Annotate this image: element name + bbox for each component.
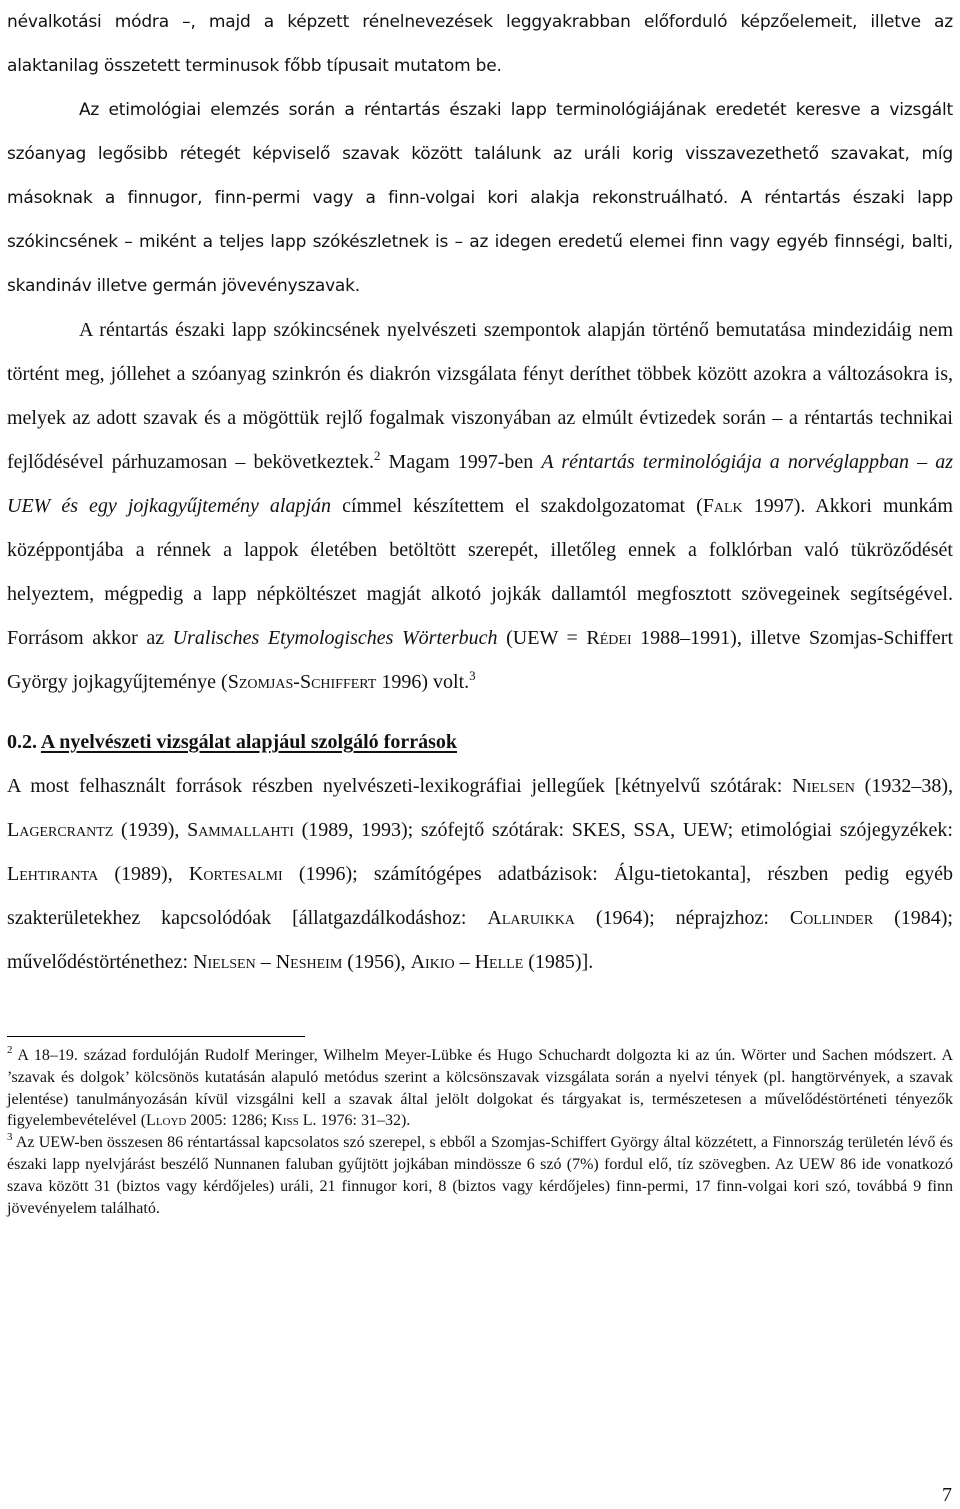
- author-name: Kiss: [271, 1112, 299, 1130]
- paragraph-text: (1964); néprajzhoz:: [574, 907, 790, 929]
- author-name: Lehtiranta: [7, 863, 99, 885]
- footnote-reference[interactable]: 2: [373, 448, 381, 463]
- paragraph-text: (1939),: [113, 819, 188, 841]
- paragraph-text: 1988–1991), illetve Szomjas-Schiffert György jojkagyűjteménye (: [7, 627, 954, 693]
- paragraph-intro-continuation: [7, 0, 953, 88]
- paragraph-text: (1989, 1993); szófejtő szótárak: SKES, SSA, UEW; etimológiai szójegyzékek:: [293, 819, 953, 841]
- paragraph-text: (1932–38),: [854, 775, 953, 797]
- author-name: Rédei: [586, 627, 632, 649]
- footnote-marker: 3: [7, 1131, 13, 1144]
- author-name: Helle: [474, 951, 524, 973]
- document-page: [7, 0, 953, 1219]
- paragraph-text: (1996); számítógépes adatbázisok: Álgu-tietokanta], részben pedig egyéb szakterületekhez kapcsolódóak [állatgazdálkodáshoz:: [7, 863, 953, 929]
- author-name: Lloyd: [146, 1112, 187, 1130]
- footnote-2: [7, 1045, 953, 1132]
- paragraph-text: Az etimológiai elemzés során a réntartás északi lapp terminológiájának eredetét keresve a vizsgált szóanyag legősibb rétegét képviselő szavak között találunk az uráli korig visszavezethető szavakat, míg másoknak a finnugor, finn-permi vagy a finn-volgai kori alakja rekonstruálható.: [7, 100, 953, 208]
- paragraph-text: (1989),: [98, 863, 189, 885]
- paragraph-text: –: [454, 951, 475, 973]
- paragraph-text: 1996) volt.: [376, 671, 470, 693]
- paragraph-text: (UEW =: [497, 627, 587, 649]
- footnote-text: Az UEW-ben összesen 86 réntartással kapcsolatos szó szerepel, s ebből a Szomjas-Schiffert György által közzétett, a Finnország területén lévő és északi lapp nyelvjárást beszélő Nunnanen faluban gyűjtött jojkában mindössze 6 szó (7%) fordul elő, tíz szövegben. Az UEW 86 ide vonatkozó szava között 31 (biztos vagy kérdőjeles) uráli, 21 finnugor kori, 8 (biztos vagy kérdőjeles) finn-permi, 17 finn-volgai kori szó, továbbá 9 finn jövevényelem található.: [7, 1134, 953, 1217]
- page-number: 7: [942, 1484, 952, 1506]
- paragraph-text: 1997). Akkori munkám középpontjába a rénnek a lappok életében betöltött szerepét, illetőleg ennek a folklórban való tükröződését helyeztem, mégpedig a lapp népköltészet magját alkotó jojkák dallamtól megfosztott szövegeinek segítségével. Forrásom akkor az: [7, 495, 953, 649]
- paragraph-text: címmel készítettem el szakdolgozatomat (: [331, 495, 703, 517]
- paragraph-text: (1956),: [342, 951, 411, 973]
- paragraph-text: névalkotási módra –, majd a képzett rénelnevezések leggyakrabban előforduló képzőelemeit, illetve az alaktanilag összetett terminusok főbb típusait mutatom be.: [7, 12, 953, 76]
- section-number: 0.2.: [7, 731, 37, 753]
- author-name: Nielsen: [792, 775, 855, 797]
- paragraph-etymology: [7, 88, 953, 308]
- paragraph-text: (1984); művelődéstörténethez:: [7, 907, 953, 973]
- section-heading: [7, 720, 953, 764]
- author-name: Nielsen: [193, 951, 256, 973]
- footnote-text: A 18–19. század fordulóján Rudolf Meringer, Wilhelm Meyer-Lübke és Hugo Schuchardt dolgozta ki az ún. Wörter und Sachen módszert. A ’szavak és dolgok’ kölcsönös kutatásán alapuló metódus szerint a kölcsönszavak vizsgálata során a nyelvi tények (pl. hangtörvények, a szavak jelentése) tanulmányozásán kívül vizsgálni kell a szavak által jelölt dolgokat és tárgyakat is, természetesen a művelődéstörténeti tényezők figyelembevételével (: [7, 1047, 953, 1130]
- footnote-text: L. 1976: 31–32).: [298, 1112, 411, 1130]
- author-name: Lagercrantz: [7, 819, 114, 841]
- dictionary-title: Uralisches Etymologisches Wörterbuch: [172, 627, 498, 649]
- footnote-separator: [7, 1036, 305, 1037]
- author-name: Falk: [702, 495, 743, 517]
- author-name: Nesheim: [275, 951, 343, 973]
- footnote-marker: 2: [7, 1044, 13, 1056]
- author-name: Szomjas-Schiffert: [227, 671, 377, 693]
- paragraph-text: A most felhasznált források részben nyelvészeti-lexikográfiai jellegűek [kétnyelvű szótárak:: [7, 775, 793, 797]
- footnote-3: [7, 1132, 953, 1219]
- author-name: Aikio: [410, 951, 455, 973]
- thesis-title: A réntartás terminológiája a norvéglappban – az UEW és egy jojkagyűjtemény alapján: [7, 451, 953, 517]
- footnote-reference[interactable]: 3: [469, 668, 476, 683]
- author-name: Sammallahti: [187, 819, 294, 841]
- paragraph-text: –: [255, 951, 276, 973]
- section-title: A nyelvészeti vizsgálat alapjául szolgáló források: [40, 731, 457, 753]
- author-name: Collinder: [789, 907, 874, 929]
- author-name: Alaruikka: [487, 907, 575, 929]
- paragraph-text: A réntartás északi lapp szókincsének – miként a teljes lapp szókészletnek is – az idegen eredetű elemei finn vagy egyéb finnségi, balti, skandináv illetve germán jövevényszavak.: [7, 188, 953, 296]
- paragraph-text: Magam 1997-ben: [380, 451, 542, 473]
- paragraph-research-history: [7, 308, 953, 704]
- footnote-text: 2005: 1286;: [186, 1112, 272, 1130]
- paragraph-sources: [7, 764, 953, 984]
- author-name: Kortesalmi: [188, 863, 283, 885]
- paragraph-text: A réntartás északi lapp szókincsének nyelvészeti szempontok alapján történő bemutatása mindezidáig nem történt meg, jóllehet a szóanyag szinkrón és diakrón vizsgálata fényt deríthet többek között azokra a változásokra is, melyek az adott szavak és a mögöttük rejlő fogalmak viszonyában az elmúlt évtizedek során – a réntartás technikai fejlődésével párhuzamosan – bekövetkeztek.: [7, 319, 953, 473]
- paragraph-text: (1985)].: [523, 951, 594, 973]
